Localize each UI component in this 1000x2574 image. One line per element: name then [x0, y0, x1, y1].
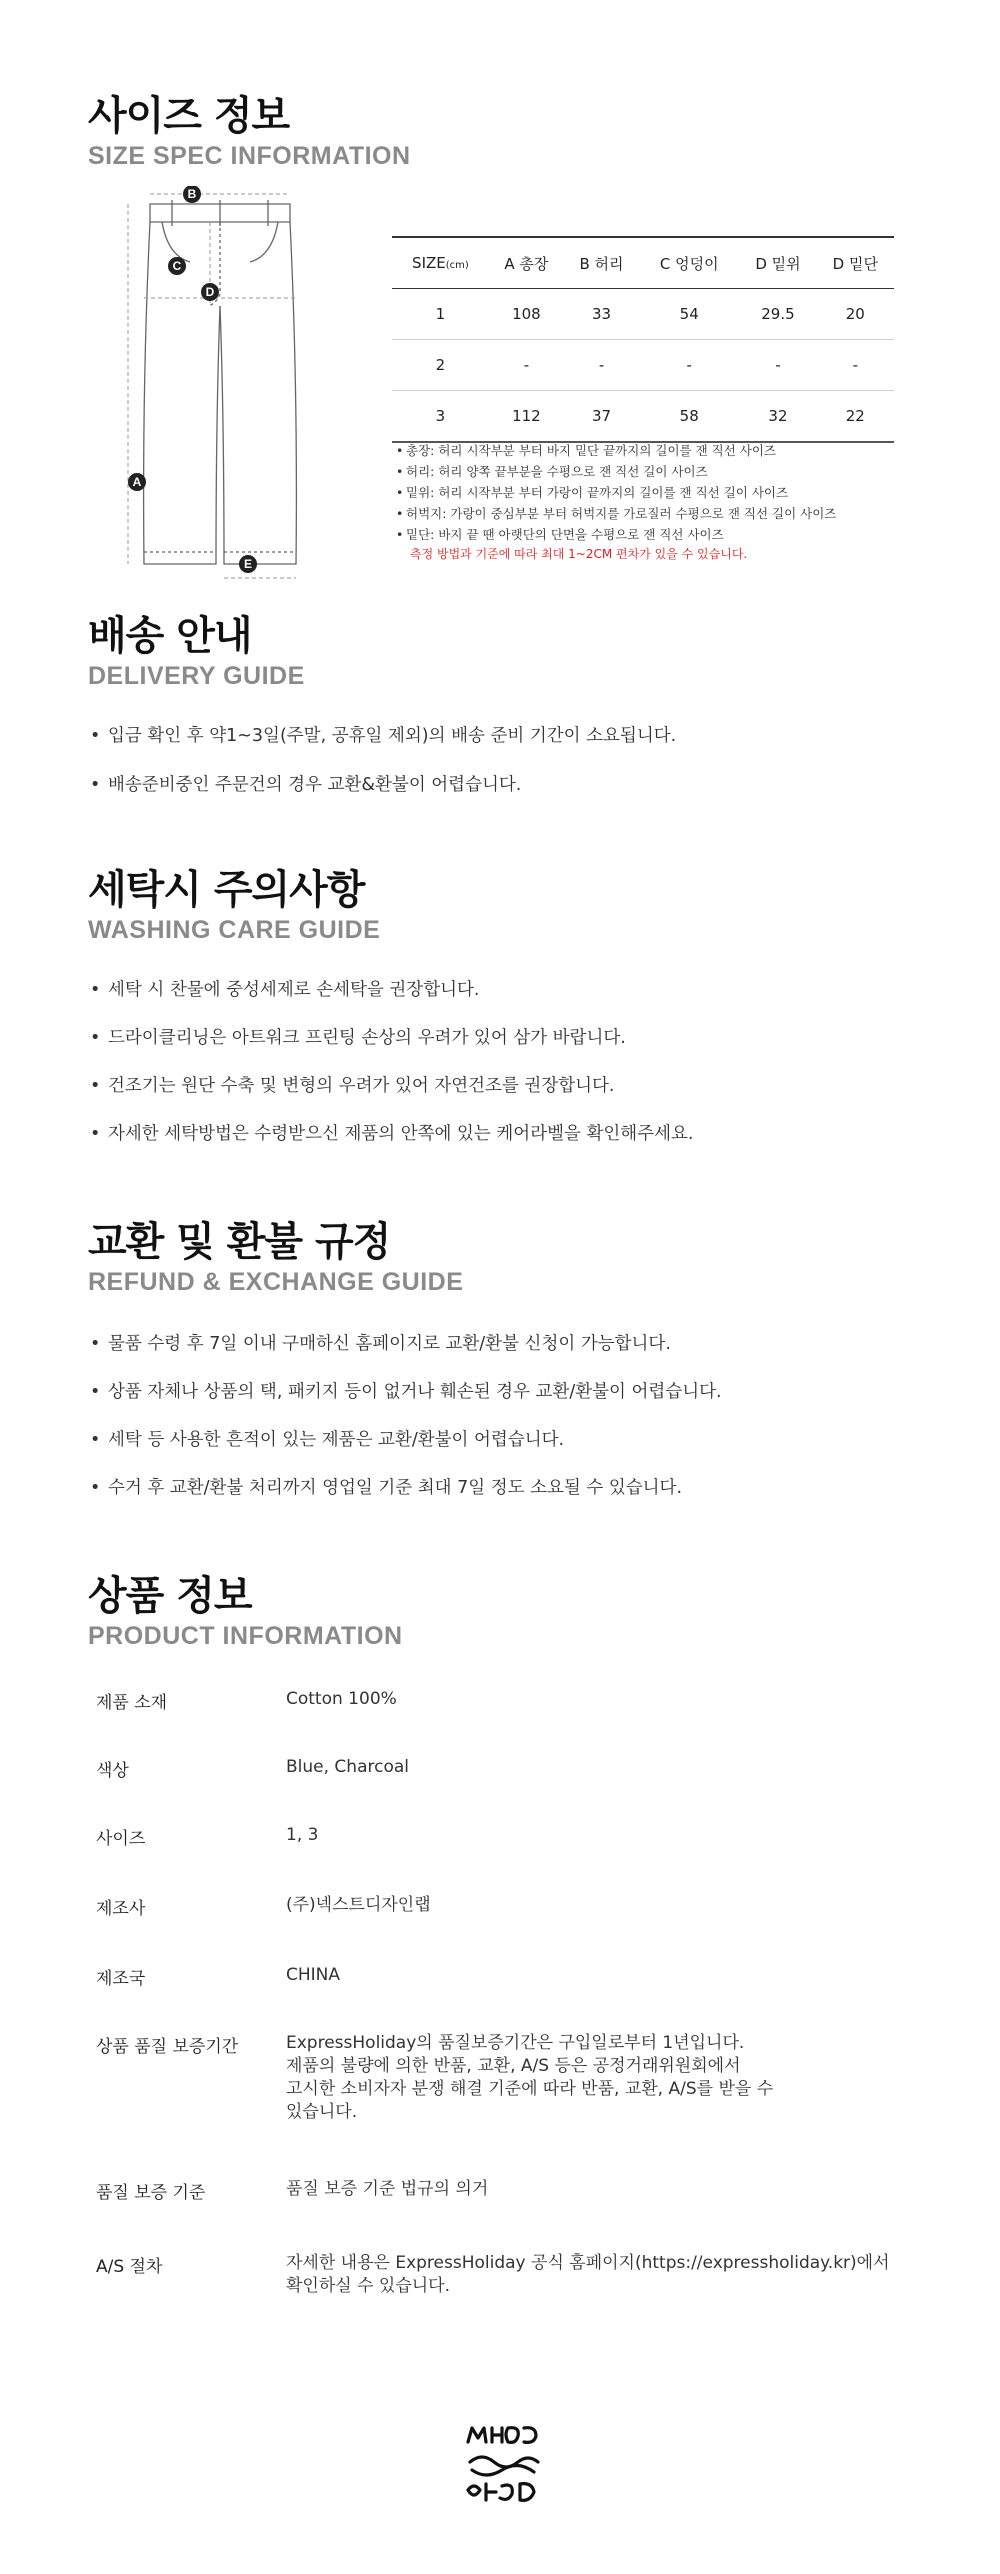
info-value: CHINA	[286, 1965, 341, 1985]
note-item: • 허리: 허리 양쪽 끝부분을 수평으로 잰 직선 길이 사이즈	[396, 461, 916, 482]
table-cell: 108	[512, 305, 541, 323]
size-notes	[396, 440, 916, 545]
table-cell: 33	[591, 305, 612, 323]
list-item: • 자세한 세탁방법은 수령받으신 제품의 안쪽에 있는 케어라벨을 확인해주세요.	[90, 1122, 950, 1146]
list-item: • 수거 후 교환/환불 처리까지 영업일 기준 최대 7일 정도 소요될 수 있습니다.	[90, 1476, 950, 1500]
info-value: 자세한 내용은 ExpressHoliday 공식 홈페이지(https://expressholiday.kr)에서 확인하실 수 있습니다.	[286, 2253, 890, 2296]
table-cell: -	[686, 356, 692, 374]
info-value: Blue, Charcoal	[286, 1757, 409, 1777]
pants-diagram	[120, 186, 330, 586]
size-section-header	[88, 92, 940, 172]
refund-section	[88, 1218, 940, 1298]
table-cell: -	[523, 356, 530, 374]
size-table-header-row	[392, 237, 894, 289]
table-row	[392, 391, 894, 443]
washing-section	[88, 866, 940, 946]
table-cell: 2	[435, 356, 446, 374]
col-header-e: D 밑단	[832, 254, 878, 273]
delivery-subtitle: DELIVERY GUIDE	[88, 662, 305, 690]
right-leg-outline	[220, 222, 296, 564]
info-value: Cotton 100%	[286, 1689, 397, 1709]
note-item: • 밑위: 허리 시작부분 부터 가랑이 끝까지의 길이를 잰 직선 길이 사이즈	[396, 482, 916, 503]
info-label: 품질 보증 기준	[96, 2183, 206, 2203]
table-cell: 54	[679, 305, 699, 323]
info-label: 제품 소재	[96, 1693, 168, 1713]
delivery-title: 배송 안내	[88, 613, 252, 659]
washing-subtitle: WASHING CARE GUIDE	[88, 916, 381, 944]
table-cell: -	[598, 356, 605, 374]
table-cell: 3	[435, 407, 446, 425]
size-col-header: SIZE(cm)	[412, 254, 469, 272]
right-pocket	[250, 222, 278, 262]
table-cell: 32	[768, 407, 788, 425]
note-item: • 밑단: 바지 끝 땐 아랫단의 단면을 수평으로 잰 직선 사이즈	[396, 524, 916, 545]
table-row	[392, 289, 894, 340]
list-item: • 물품 수령 후 7일 이내 구매하신 홈페이지로 교환/환불 신청이 가능합니다.	[90, 1332, 950, 1356]
marker-c-label: C	[172, 259, 182, 273]
col-header-d: D 밑위	[755, 254, 801, 273]
size-subtitle: SIZE SPEC INFORMATION	[88, 142, 411, 170]
list-item: • 입금 확인 후 약1~3일(주말, 공휴일 제외)의 배송 준비 기간이 소요됩니다.	[90, 724, 950, 748]
marker-b-label: B	[187, 187, 197, 201]
left-pocket	[162, 222, 190, 262]
info-value: (주)넥스트디자인랩	[286, 1895, 431, 1915]
product-subtitle: PRODUCT INFORMATION	[88, 1622, 403, 1650]
washing-list	[90, 978, 950, 1146]
marker-a-label: A	[132, 475, 142, 489]
size-title: 사이즈 정보	[88, 93, 290, 139]
list-item: • 드라이클리닝은 아트워크 프린팅 손상의 우려가 있어 삼가 바랍니다.	[90, 1026, 950, 1050]
refund-list	[90, 1332, 950, 1500]
table-cell: 37	[591, 407, 612, 425]
delivery-section	[88, 612, 940, 692]
product-title: 상품 정보	[88, 1573, 252, 1619]
list-item: • 세탁 등 사용한 흔적이 있는 제품은 교환/환불이 어렵습니다.	[90, 1428, 950, 1452]
info-label: 색상	[96, 1761, 129, 1781]
table-row	[392, 340, 894, 391]
col-header-c: C 엉덩이	[659, 254, 719, 273]
info-label: A/S 절차	[96, 2257, 163, 2277]
product-section	[88, 1572, 940, 1652]
info-label: 상품 품질 보증기간	[96, 2037, 239, 2057]
list-item: • 배송준비중인 주문건의 경우 교환&환불이 어렵습니다.	[90, 773, 950, 797]
refund-subtitle: REFUND & EXCHANGE GUIDE	[88, 1268, 464, 1296]
info-value: 품질 보증 기준 법규의 의거	[286, 2179, 489, 2199]
table-cell: 58	[679, 407, 699, 425]
info-label: 제조사	[96, 1899, 146, 1919]
info-label: 제조국	[96, 1969, 146, 1989]
measurement-warning: 측정 방법과 기준에 따라 최대 1~2CM 편차가 있을 수 있습니다.	[410, 547, 748, 561]
info-value: ExpressHoliday의 품질보증기간은 구입일로부터 1년입니다. 제품의 불량에 의한 반품, 교환, A/S 등은 공정거래위원회에서 고시한 소비자자 분쟁 해결 기준에 따라 반품, 교환, A/S를 받을 수 있습니다.	[286, 2033, 774, 2122]
info-label: 사이즈	[96, 1829, 146, 1849]
list-item: • 상품 자체나 상품의 택, 패키지 등이 없거나 훼손된 경우 교환/환불이 어렵습니다.	[90, 1380, 950, 1404]
list-item: • 세탁 시 찬물에 중성세제로 손세탁을 권장합니다.	[90, 978, 950, 1002]
size-table	[392, 236, 894, 443]
table-cell: 112	[512, 407, 541, 425]
list-item: • 건조기는 원단 수축 및 변형의 우려가 있어 자연건조를 권장합니다.	[90, 1074, 950, 1098]
table-cell: 20	[845, 305, 865, 323]
marker-d-label: D	[205, 285, 215, 299]
note-item: • 총장: 허리 시작부분 부터 바지 밑단 끝까지의 길이를 잰 직선 사이즈	[396, 440, 916, 461]
refund-title: 교환 및 환불 규정	[88, 1219, 391, 1265]
delivery-list	[90, 724, 950, 797]
washing-title: 세탁시 주의사항	[88, 867, 365, 913]
note-item: • 허벅지: 가랑이 중심부분 부터 허벅지를 가로질러 수평으로 잰 직선 길이 사이즈	[396, 503, 916, 524]
col-header-b: B 허리	[579, 254, 624, 273]
table-cell: -	[852, 356, 859, 374]
col-header-a: A 총장	[504, 254, 549, 273]
table-cell: -	[775, 356, 781, 374]
marker-e-label: E	[243, 557, 253, 571]
table-cell: 22	[845, 407, 865, 425]
brand-logo-icon	[462, 2420, 544, 2510]
info-value: 1, 3	[286, 1825, 319, 1845]
table-cell: 29.5	[761, 305, 795, 323]
table-cell: 1	[435, 305, 446, 323]
